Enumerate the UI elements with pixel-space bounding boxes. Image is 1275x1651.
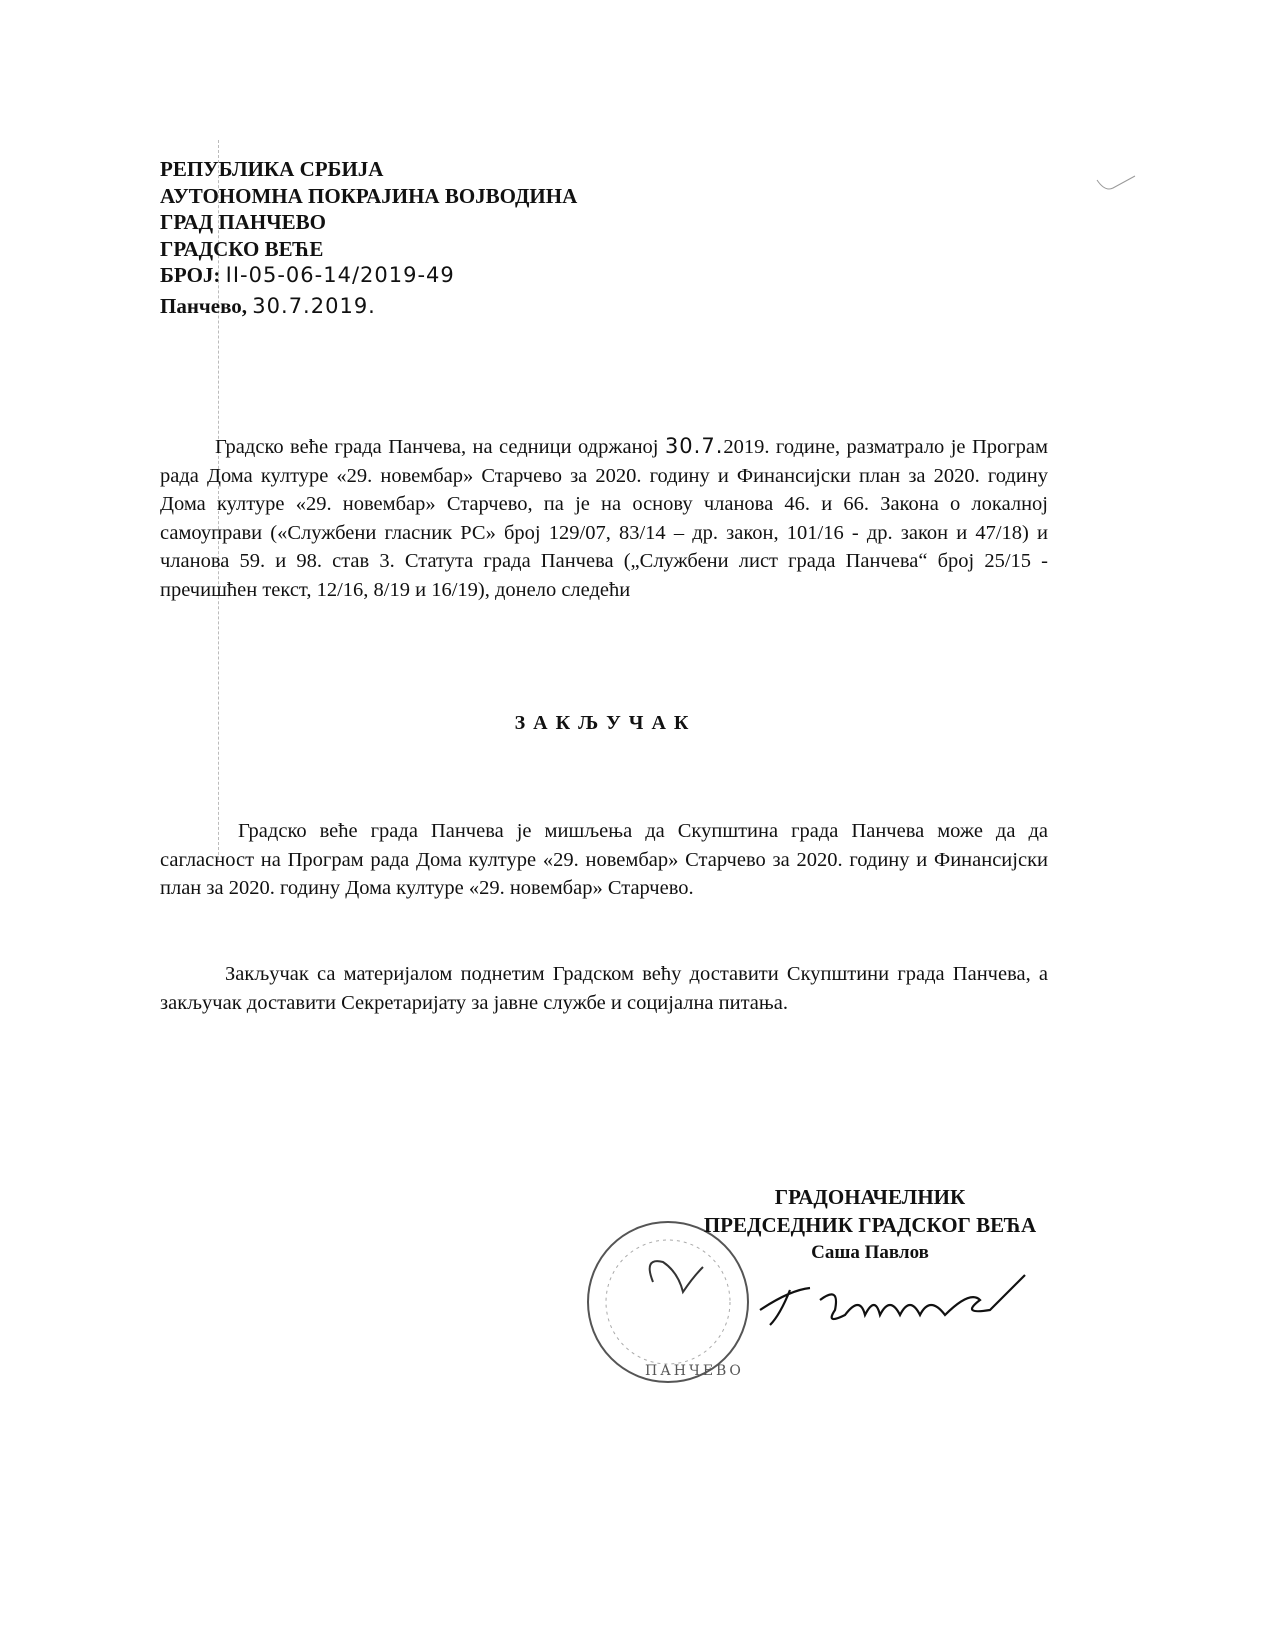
header-line: ГРАД ПАНЧЕВО xyxy=(160,210,326,234)
svg-text:ПАНЧЕВО: ПАНЧЕВО xyxy=(645,1363,744,1379)
header-line: РЕПУБЛИКА СРБИЈА xyxy=(160,157,384,181)
signatory-title: ГРАДОНАЧЕЛНИК xyxy=(774,1185,966,1209)
intro-paragraph xyxy=(160,432,1048,604)
document-date xyxy=(160,293,577,320)
meeting-date: 30.7. xyxy=(664,434,724,458)
document-number xyxy=(160,262,577,289)
header-line: АУТОНОМНА ПОКРАЈИНА ВОЈВОДИНА xyxy=(160,183,578,208)
signature-block xyxy=(640,1183,1100,1267)
p1-start: Градско веће града Панчева, на седници одржаној xyxy=(215,436,659,458)
place-label: Панчево, xyxy=(160,293,248,318)
number-label: БРОЈ: xyxy=(160,263,221,287)
handwritten-signature xyxy=(750,1270,1040,1340)
conclusion-paragraph: Градско веће града Панчева је мишљења да Скупштина града Панчева може да да сагласност на Програм рада Дома културе «29. новембар» Старчево за 2020. годину и Финансијски план за 2020. годину Дома културе «29. новембар» Старчево. xyxy=(160,820,1048,899)
number-value: II-05-06-14/2019-49 xyxy=(225,263,455,287)
p1-rest: 2019. године, разматрало је Програм рада Дома културе «29. новембар» Старчево за 2020. годину и Финансијски план за 2020. годину Дома културе «29. новембар» Старчево, па је на основу чланова 46. и 66. Закона о локалној самоуправи («Службени гласник РС» број 129/07, 83/14 – др. закон, 101/16 - др. закон и 47/18) и чланова 59. и 98. став 3. Статута града Панчева („Службени лист града Панчева“ број 25/15 - пречишћен текст, 12/16, 8/19 и 16/19), донело следећи xyxy=(160,436,1048,601)
signatory-name: Саша Павлов xyxy=(811,1242,929,1263)
date-value: 30.7.2019. xyxy=(252,293,376,318)
scan-mark xyxy=(1095,170,1145,200)
document-header xyxy=(160,156,577,319)
header-line: ГРАДСКО ВЕЋЕ xyxy=(160,236,324,261)
document-title: ЗАКЉУЧАК xyxy=(514,712,697,734)
delivery-paragraph: Закључак са материјалом поднетим Градском већу доставити Скупштини града Панчева, а закључак доставити Секретаријату за јавне службе и социјална питања. xyxy=(160,963,1048,1014)
signatory-role: ПРЕДСЕДНИК ГРАДСКОГ ВЕЋА xyxy=(703,1213,1037,1237)
